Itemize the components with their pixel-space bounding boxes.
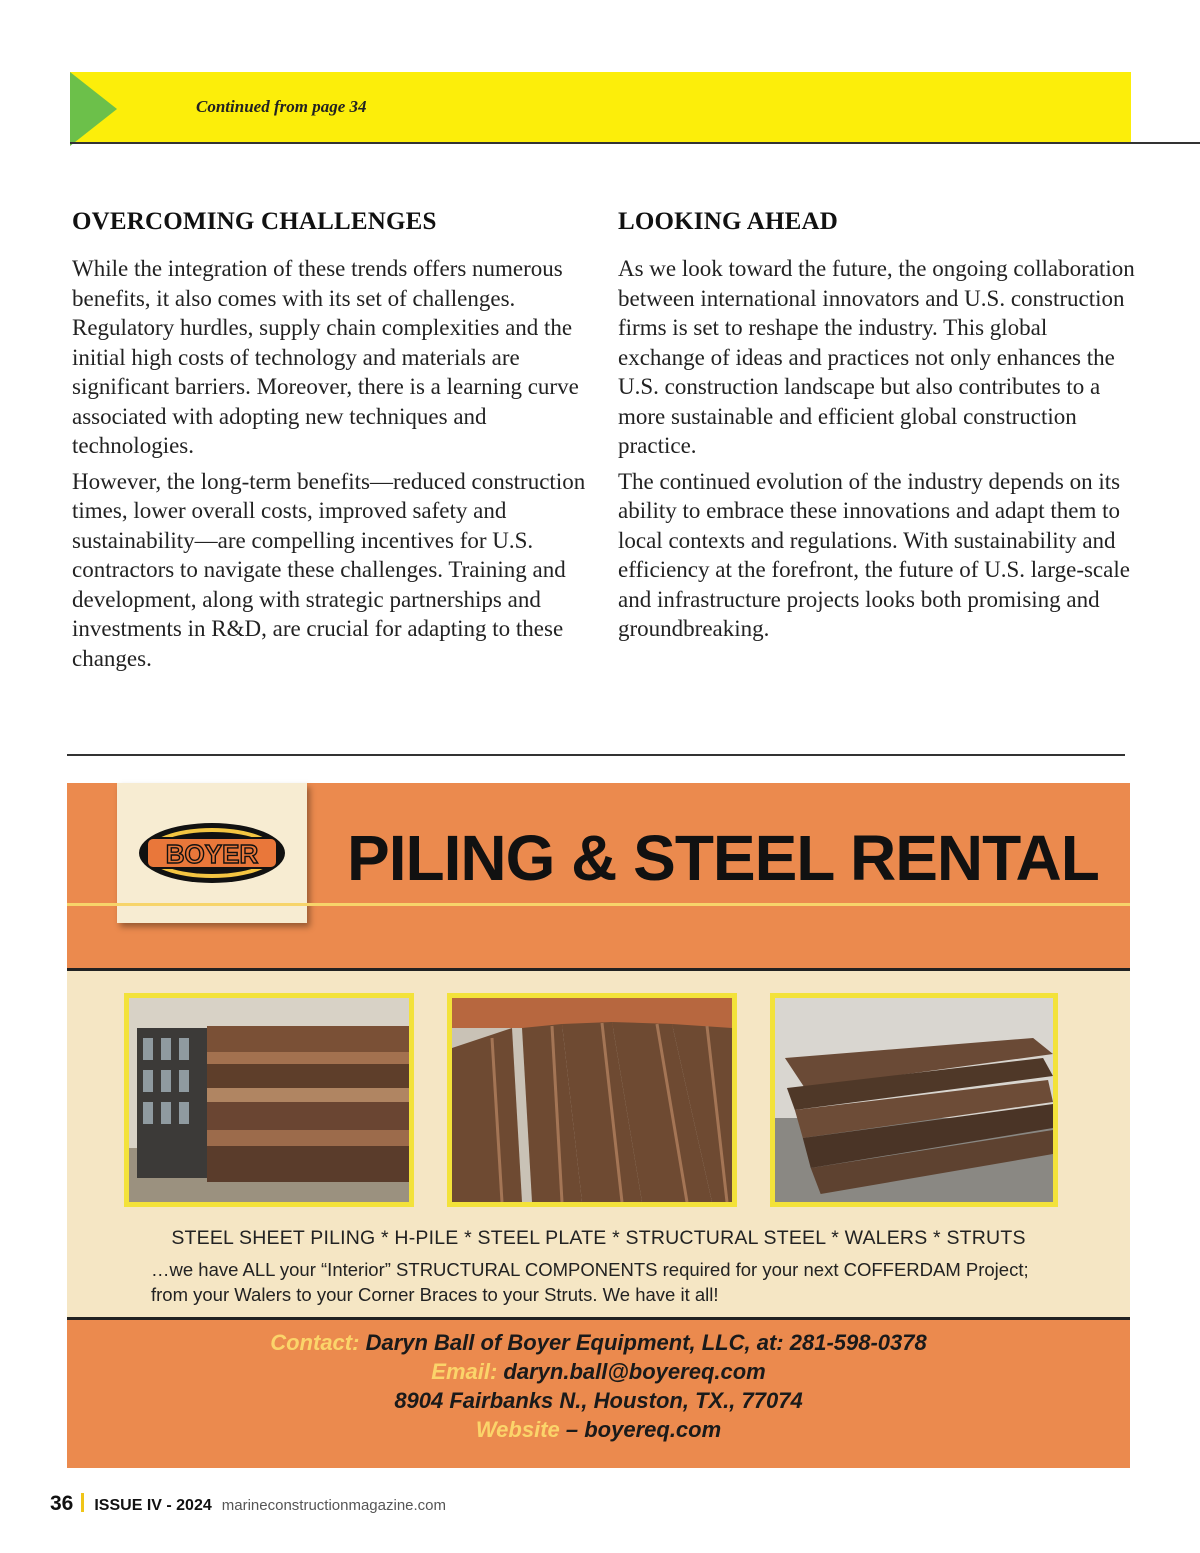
contact-label: Contact: [270, 1330, 360, 1355]
ad-title: PILING & STEEL RENTAL [347, 822, 1099, 894]
boyer-advertisement[interactable] [67, 783, 1130, 1468]
website-link[interactable]: – boyereq.com [565, 1417, 722, 1442]
section-heading: LOOKING AHEAD [618, 208, 838, 235]
ad-photo-panel [67, 968, 1130, 1320]
section-divider [67, 754, 1125, 756]
email-link[interactable]: daryn.ball@boyereq.com [503, 1359, 766, 1384]
product-list: STEEL SHEET PILING * H-PILE * STEEL PLATE * STRUCTURAL STEEL * WALERS * STRUTS [171, 1227, 1026, 1249]
issue-label: ISSUE IV - 2024 [94, 1497, 212, 1514]
section-heading: OVERCOMING CHALLENGES [72, 208, 437, 235]
h-pile-stack-photo [124, 993, 414, 1207]
paragraph: However, the long-term benefits—reduced construction times, lower overall costs, improved safety and sustainability—are compelling incentives for U.S. contractors to navigate these challenges. Training and development, along with strategic partnerships and investments in R&D, are crucial for adapting to these changes. [72, 468, 586, 671]
address-line: 8904 Fairbanks N., Houston, TX., 77074 [394, 1388, 803, 1413]
paragraph: The continued evolution of the industry depends on its ability to embrace these innovations and adapt them to local contexts and regulations. With sustainability and efficiency at the forefront, the future of U.S. large-scale and infrastructure projects looks both promising and groundbreaking. [618, 468, 1130, 641]
page-footer [50, 1492, 446, 1516]
ad-accent-line [67, 903, 1130, 906]
green-arrow-icon [70, 72, 117, 146]
logo-box [117, 783, 307, 923]
article-column-left [72, 208, 592, 679]
ad-blurb: …we have ALL your “Interior” STRUCTURAL COMPONENTS required for your next COFFERDAM Project; from your Walers to your Corner Braces to your Struts. We have it all! [151, 1259, 1029, 1305]
page-number: 36 [50, 1492, 74, 1515]
sheet-piling-photo [447, 993, 737, 1207]
contact-value: Daryn Ball of Boyer Equipment, LLC, at: 281-598-0378 [365, 1330, 927, 1355]
paragraph: While the integration of these trends offers numerous benefits, it also comes with its set of challenges. Regulatory hurdles, supply chain complexities and the initial high costs of technology and materials are significant barriers. Moreover, there is a learning curve associated with adopting new techniques and technologies. [72, 256, 579, 458]
email-line [67, 1357, 1130, 1386]
website-line [67, 1415, 1130, 1444]
footer-separator [81, 1493, 84, 1512]
steel-plate-photo [770, 993, 1058, 1207]
continued-note: Continued from page 34 [196, 97, 367, 116]
site-link[interactable]: marineconstructionmagazine.com [221, 1497, 447, 1514]
header-rule [70, 142, 1200, 144]
article-column-right [618, 208, 1138, 650]
contact-block [67, 1328, 1130, 1444]
boyer-logo [137, 821, 287, 885]
paragraph: As we look toward the future, the ongoing collaboration between international innovators and U.S. construction firms is set to reshape the industry. This global exchange of ideas and practices not only enhances the U.S. construction landscape but also contributes to a more sustainable and efficient global construction practice. [618, 256, 1135, 458]
email-label: Email: [431, 1359, 498, 1384]
website-label: Website [475, 1417, 560, 1442]
contact-line [67, 1328, 1130, 1357]
logo-text: BOYER [165, 839, 259, 869]
